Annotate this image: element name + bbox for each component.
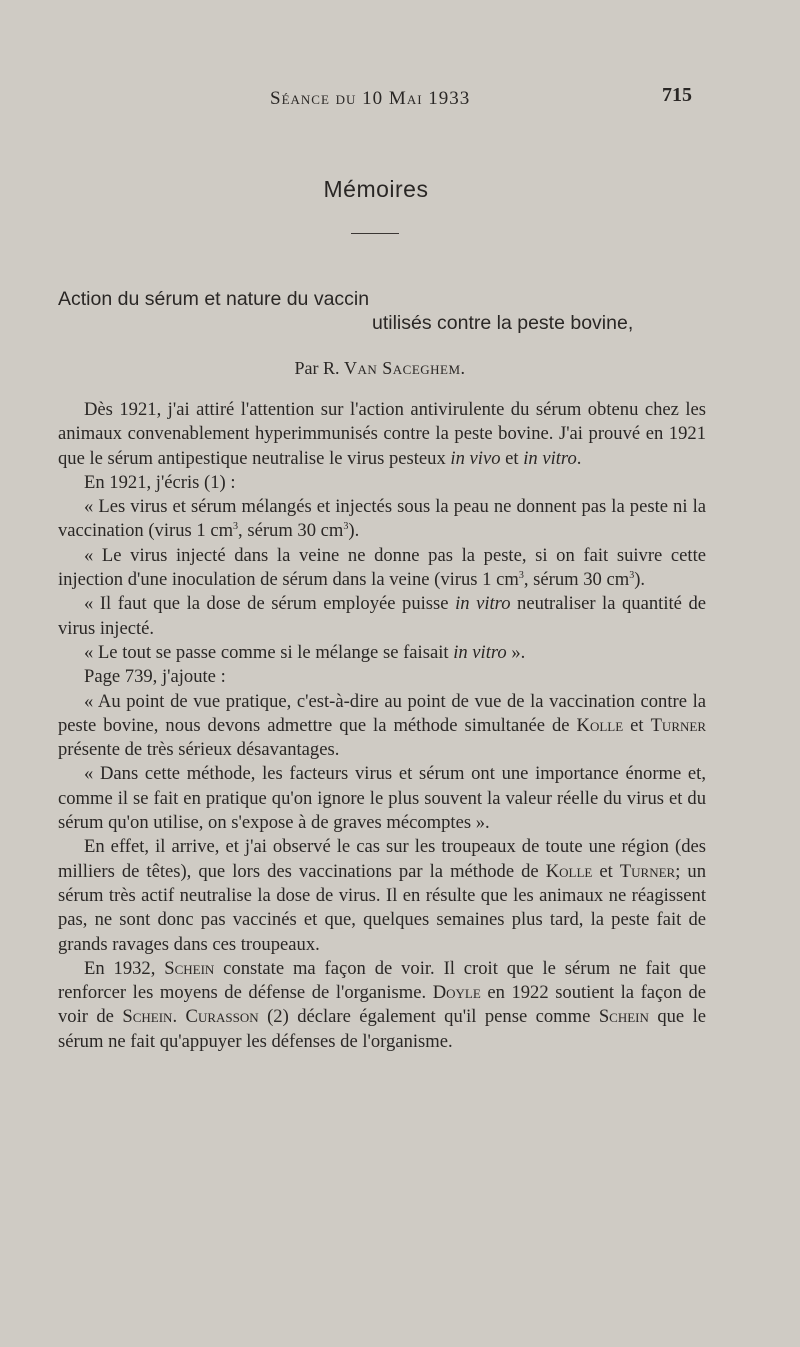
author-name: Schein bbox=[598, 1006, 649, 1028]
text: et bbox=[623, 714, 651, 736]
text: que le sérum ne fait qu'appuyer les défenses de l'organisme. bbox=[58, 1006, 707, 1052]
author-name: Kolle bbox=[576, 714, 624, 736]
article-title-line-1: Action du sérum et nature du vaccin bbox=[58, 288, 370, 310]
article-body bbox=[58, 398, 706, 1054]
text: ). bbox=[634, 569, 646, 591]
author-name: Schein bbox=[122, 1006, 173, 1028]
article-title-line-2: utilisés contre la peste bovine, bbox=[372, 312, 634, 334]
running-head: Séance du 10 Mai 1933 bbox=[270, 88, 471, 109]
paragraph-3 bbox=[58, 495, 706, 544]
text: « Au point de vue pratique, c'est-à-dire au point de vue de la vaccination contre la peste bovine, nous devons admettre que la méthode simultanée de bbox=[58, 690, 706, 736]
italic-text: in vitro bbox=[455, 593, 511, 615]
superscript: 3 bbox=[518, 569, 524, 581]
text: et bbox=[592, 860, 620, 882]
text: et bbox=[500, 447, 524, 469]
italic-text: in vitro bbox=[523, 447, 577, 469]
text: « Le virus injecté dans la veine ne donne pas la peste, si on fait suivre cette injection d'une inoculation de sérum dans la veine (virus 1 cm bbox=[58, 544, 706, 591]
paragraph-6 bbox=[58, 641, 706, 665]
paragraph-4 bbox=[58, 544, 706, 593]
superscript: 3 bbox=[629, 569, 635, 581]
byline-prefix: Par R. bbox=[294, 358, 340, 378]
title-divider bbox=[351, 233, 399, 234]
text: en 1922 soutient la façon de voir de bbox=[58, 982, 706, 1028]
section-title: Mémoires bbox=[323, 176, 429, 202]
paragraph-7: Page 739, j'ajoute : bbox=[84, 666, 226, 688]
italic-text: in vivo bbox=[450, 447, 501, 469]
text: neutraliser la quantité de virus injecté. bbox=[58, 593, 706, 639]
byline-author: Van Saceghem. bbox=[343, 358, 466, 378]
text: (2) déclare également qu'il pense comme bbox=[258, 1006, 599, 1028]
text: constate ma façon de voir. Il croit que le sérum ne fait que renforcer les moyens de défense de l'organisme. bbox=[58, 957, 706, 1004]
paragraph-1 bbox=[58, 398, 706, 471]
author-byline bbox=[0, 358, 760, 379]
paragraph-9: « Dans cette méthode, les facteurs virus et sérum ont une importance énorme et, comme il se fait en pratique qu'on ignore le plus souvent la valeur réelle du virus et du sérum qu'on utilise, on s'expose à de graves mécomptes ». bbox=[58, 763, 706, 834]
author-name: Schein bbox=[164, 957, 215, 979]
text: , sérum 30 cm bbox=[238, 520, 344, 542]
text: présente de très sérieux désavantages. bbox=[58, 739, 340, 761]
author-name: Kolle bbox=[545, 860, 593, 882]
paragraph-8 bbox=[58, 690, 706, 763]
text: ). bbox=[348, 520, 360, 542]
author-name: Curasson bbox=[185, 1006, 259, 1028]
text: ». bbox=[506, 641, 526, 663]
author-name: Turner bbox=[619, 860, 676, 882]
page-header bbox=[0, 84, 800, 114]
superscript: 3 bbox=[343, 521, 349, 533]
text: . bbox=[576, 447, 582, 469]
paragraph-11 bbox=[58, 957, 706, 1054]
page-number: 715 bbox=[662, 84, 692, 106]
text: . bbox=[172, 1006, 186, 1028]
text: « Il faut que la dose de sérum employée puisse bbox=[84, 593, 456, 615]
author-name: Doyle bbox=[432, 982, 481, 1004]
text: En effet, il arrive, et j'ai observé le cas sur les troupeaux de toute une région (des milliers de têtes), que lors des vaccinations par la méthode de bbox=[58, 836, 706, 882]
paragraph-5 bbox=[58, 592, 706, 641]
superscript: 3 bbox=[233, 521, 239, 533]
paragraph-10 bbox=[58, 835, 706, 956]
paragraph-2: En 1921, j'écris (1) : bbox=[84, 471, 236, 493]
text: Dès 1921, j'ai attiré l'attention sur l'action antivirulente du sérum obtenu chez les animaux convenablement hyperimmunisés contre la peste bovine. J'ai prouvé en 1921 que le sérum antipestique neutralise le virus pesteux bbox=[58, 399, 706, 469]
author-name: Turner bbox=[650, 714, 706, 736]
text: En 1932, bbox=[84, 957, 165, 979]
italic-text: in vitro bbox=[453, 641, 507, 663]
text: « Le tout se passe comme si le mélange se faisait bbox=[84, 641, 454, 663]
text: ; un sérum très actif neutralise la dose de virus. Il en résulte que les animaux ne réagissent pas, ne sont donc pas vaccinés et que, quelques semaines plus tard, la peste fait de grands ravages dans ces troupeaux. bbox=[58, 860, 706, 955]
text: , sérum 30 cm bbox=[523, 569, 630, 591]
text: « Les virus et sérum mélangés et injectés sous la peau ne donnent pas la peste ni la vaccination (virus 1 cm bbox=[58, 496, 706, 542]
